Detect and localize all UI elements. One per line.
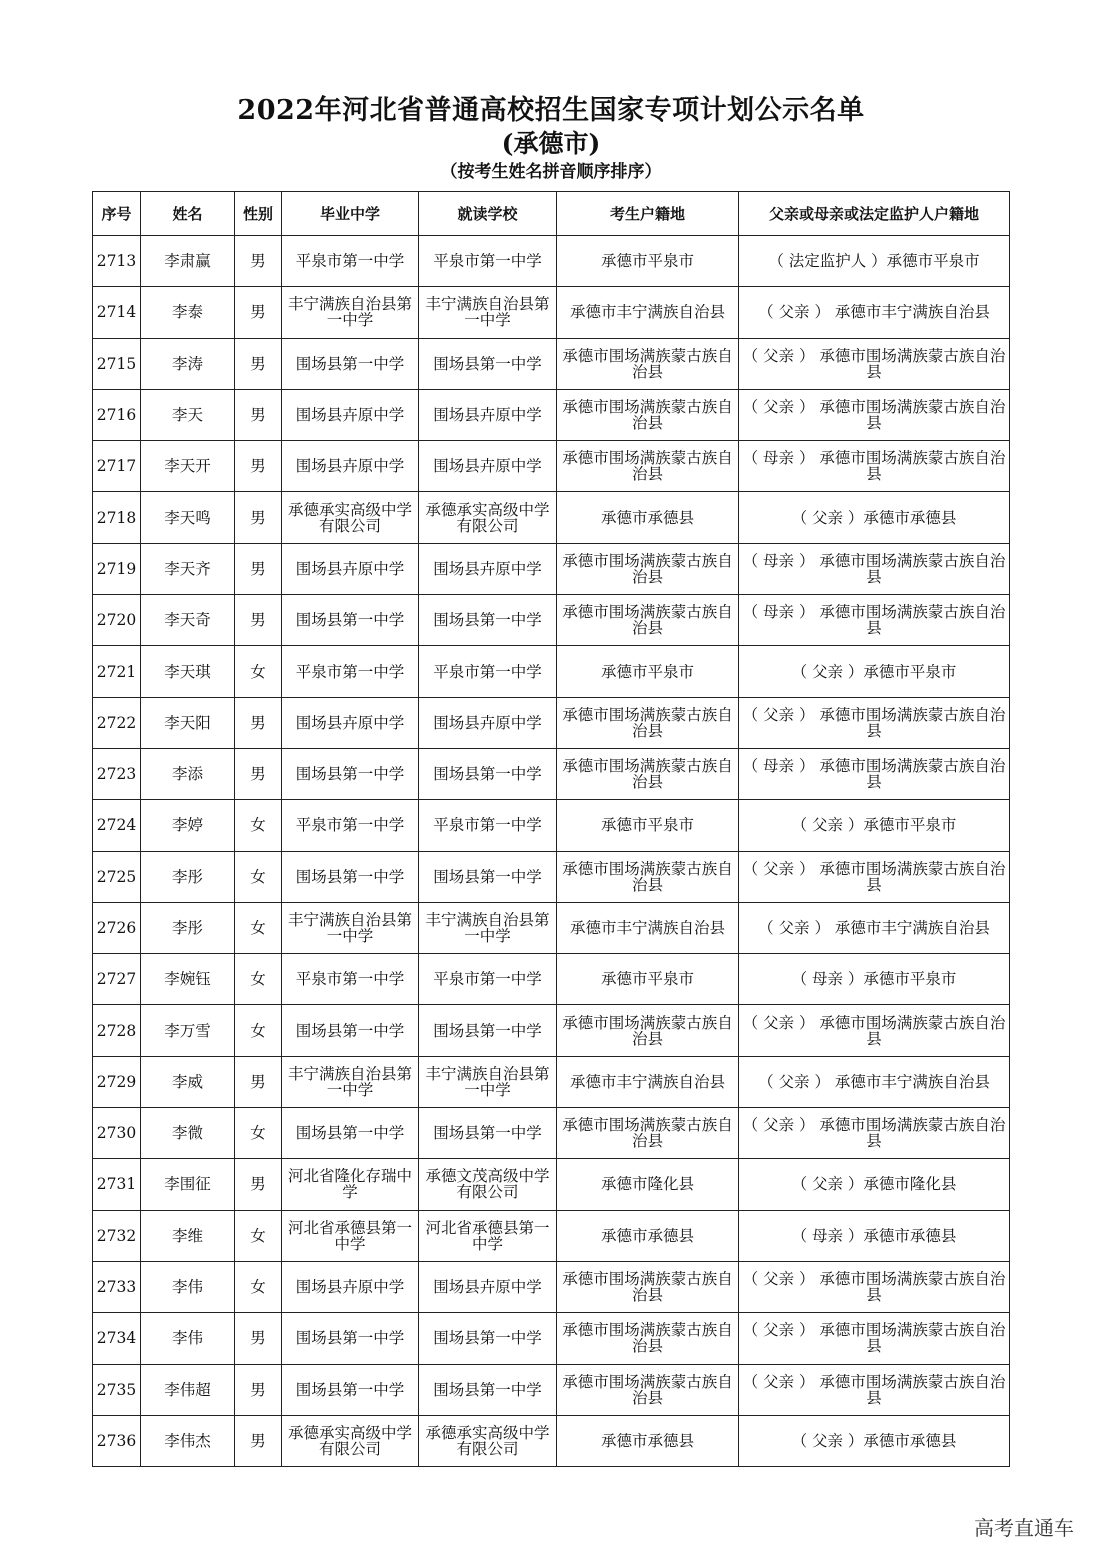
serial-number-cell: 2726 [93, 902, 141, 953]
name-cell: 李天奇 [141, 595, 235, 646]
document-subtitle: (承德市) [501, 129, 601, 158]
document-title: 2022年河北省普通高校招生国家专项计划公示名单 [237, 95, 865, 126]
guardian-hukou-cell: （ 父亲 ） 承德市丰宁满族自治县 [739, 1056, 1010, 1107]
name-cell: 李维 [141, 1210, 235, 1261]
header-cell: 性别 [235, 192, 282, 236]
current-school-cell: 围场县第一中学 [419, 595, 557, 646]
student-hukou-cell: 承德市承德县 [557, 1415, 739, 1466]
graduation-school-cell: 承德承实高级中学有限公司 [282, 492, 419, 543]
graduation-school-cell: 河北省承德县第一中学 [282, 1210, 419, 1261]
name-cell: 李伟 [141, 1313, 235, 1364]
current-school-cell: 丰宁满族自治县第一中学 [419, 1056, 557, 1107]
name-cell: 李天齐 [141, 543, 235, 594]
guardian-hukou-cell: （ 父亲 ） 承德市丰宁满族自治县 [739, 287, 1010, 338]
table-row [93, 441, 1010, 492]
serial-number-cell: 2721 [93, 646, 141, 697]
gender-cell: 男 [235, 1415, 282, 1466]
current-school-cell: 围场县卉原中学 [419, 697, 557, 748]
student-hukou-cell: 承德市围场满族蒙古族自治县 [557, 697, 739, 748]
gender-cell: 男 [235, 543, 282, 594]
gender-cell: 男 [235, 441, 282, 492]
current-school-cell: 承德文茂高级中学有限公司 [419, 1159, 557, 1210]
graduation-school-cell: 围场县卉原中学 [282, 441, 419, 492]
current-school-cell: 围场县卉原中学 [419, 441, 557, 492]
guardian-hukou-cell: （ 父亲 ） 承德市围场满族蒙古族自治县 [739, 1261, 1010, 1312]
graduation-school-cell: 围场县卉原中学 [282, 1261, 419, 1312]
gender-cell: 女 [235, 1005, 282, 1056]
name-cell: 李彤 [141, 902, 235, 953]
student-hukou-cell: 承德市围场满族蒙古族自治县 [557, 1261, 739, 1312]
gender-cell: 男 [235, 236, 282, 287]
table-row [93, 1415, 1010, 1466]
serial-number-cell: 2732 [93, 1210, 141, 1261]
serial-number-cell: 2713 [93, 236, 141, 287]
graduation-school-cell: 平泉市第一中学 [282, 646, 419, 697]
header-cell: 毕业中学 [282, 192, 419, 236]
table-row [93, 800, 1010, 851]
current-school-cell: 围场县卉原中学 [419, 389, 557, 440]
student-hukou-cell: 承德市围场满族蒙古族自治县 [557, 389, 739, 440]
student-hukou-cell: 承德市围场满族蒙古族自治县 [557, 543, 739, 594]
serial-number-cell: 2730 [93, 1108, 141, 1159]
student-hukou-cell: 承德市隆化县 [557, 1159, 739, 1210]
student-hukou-cell: 承德市丰宁满族自治县 [557, 287, 739, 338]
header-cell: 序号 [93, 192, 141, 236]
graduation-school-cell: 围场县第一中学 [282, 595, 419, 646]
name-cell: 李万雪 [141, 1005, 235, 1056]
current-school-cell: 围场县第一中学 [419, 338, 557, 389]
gender-cell: 男 [235, 595, 282, 646]
name-cell: 李添 [141, 748, 235, 799]
current-school-cell: 承德承实高级中学有限公司 [419, 1415, 557, 1466]
serial-number-cell: 2724 [93, 800, 141, 851]
gender-cell: 女 [235, 902, 282, 953]
name-cell: 李微 [141, 1108, 235, 1159]
graduation-school-cell: 围场县第一中学 [282, 1005, 419, 1056]
student-hukou-cell: 承德市平泉市 [557, 646, 739, 697]
name-cell: 李伟超 [141, 1364, 235, 1415]
guardian-hukou-cell: （ 父亲 ） 承德市围场满族蒙古族自治县 [739, 338, 1010, 389]
table-row [93, 1313, 1010, 1364]
guardian-hukou-cell: （ 父亲 ）承德市平泉市 [739, 800, 1010, 851]
name-cell: 李婉钰 [141, 954, 235, 1005]
graduation-school-cell: 围场县第一中学 [282, 851, 419, 902]
guardian-hukou-cell: （ 父亲 ） 承德市丰宁满族自治县 [739, 902, 1010, 953]
current-school-cell: 围场县卉原中学 [419, 1261, 557, 1312]
gender-cell: 女 [235, 1108, 282, 1159]
table-row [93, 954, 1010, 1005]
guardian-hukou-cell: （ 母亲 ） 承德市围场满族蒙古族自治县 [739, 543, 1010, 594]
current-school-cell: 围场县第一中学 [419, 1313, 557, 1364]
student-hukou-cell: 承德市围场满族蒙古族自治县 [557, 1005, 739, 1056]
table-row [93, 646, 1010, 697]
current-school-cell: 平泉市第一中学 [419, 646, 557, 697]
current-school-cell: 承德承实高级中学有限公司 [419, 492, 557, 543]
serial-number-cell: 2736 [93, 1415, 141, 1466]
serial-number-cell: 2727 [93, 954, 141, 1005]
table-header-row [93, 192, 1010, 236]
guardian-hukou-cell: （ 母亲 ）承德市平泉市 [739, 954, 1010, 1005]
gender-cell: 男 [235, 1364, 282, 1415]
current-school-cell: 丰宁满族自治县第一中学 [419, 287, 557, 338]
student-hukou-cell: 承德市围场满族蒙古族自治县 [557, 1364, 739, 1415]
student-hukou-cell: 承德市平泉市 [557, 800, 739, 851]
name-cell: 李涛 [141, 338, 235, 389]
table-row [93, 236, 1010, 287]
current-school-cell: 平泉市第一中学 [419, 236, 557, 287]
student-hukou-cell: 承德市围场满族蒙古族自治县 [557, 595, 739, 646]
graduation-school-cell: 围场县第一中学 [282, 748, 419, 799]
student-hukou-cell: 承德市围场满族蒙古族自治县 [557, 441, 739, 492]
graduation-school-cell: 平泉市第一中学 [282, 236, 419, 287]
student-hukou-cell: 承德市围场满族蒙古族自治县 [557, 748, 739, 799]
serial-number-cell: 2733 [93, 1261, 141, 1312]
header-cell: 姓名 [141, 192, 235, 236]
gender-cell: 女 [235, 1261, 282, 1312]
serial-number-cell: 2719 [93, 543, 141, 594]
gender-cell: 男 [235, 338, 282, 389]
student-hukou-cell: 承德市承德县 [557, 492, 739, 543]
gender-cell: 女 [235, 800, 282, 851]
graduation-school-cell: 围场县卉原中学 [282, 697, 419, 748]
gender-cell: 男 [235, 1313, 282, 1364]
name-cell: 李天鸣 [141, 492, 235, 543]
guardian-hukou-cell: （ 母亲 ） 承德市围场满族蒙古族自治县 [739, 595, 1010, 646]
student-hukou-cell: 承德市丰宁满族自治县 [557, 1056, 739, 1107]
serial-number-cell: 2735 [93, 1364, 141, 1415]
serial-number-cell: 2714 [93, 287, 141, 338]
guardian-hukou-cell: （ 父亲 ） 承德市围场满族蒙古族自治县 [739, 1108, 1010, 1159]
guardian-hukou-cell: （ 法定监护人 ）承德市平泉市 [739, 236, 1010, 287]
student-hukou-cell: 承德市承德县 [557, 1210, 739, 1261]
student-hukou-cell: 承德市平泉市 [557, 236, 739, 287]
guardian-hukou-cell: （ 父亲 ）承德市承德县 [739, 492, 1010, 543]
guardian-hukou-cell: （ 父亲 ） 承德市围场满族蒙古族自治县 [739, 851, 1010, 902]
guardian-hukou-cell: （ 母亲 ） 承德市围场满族蒙古族自治县 [739, 441, 1010, 492]
name-cell: 李天 [141, 389, 235, 440]
current-school-cell: 围场县第一中学 [419, 851, 557, 902]
gender-cell: 男 [235, 748, 282, 799]
name-cell: 李威 [141, 1056, 235, 1107]
roster-body [93, 236, 1010, 1467]
serial-number-cell: 2715 [93, 338, 141, 389]
table-row [93, 338, 1010, 389]
student-hukou-cell: 承德市丰宁满族自治县 [557, 902, 739, 953]
table-row [93, 492, 1010, 543]
header-cell: 父亲或母亲或法定监护人户籍地 [739, 192, 1010, 236]
graduation-school-cell: 平泉市第一中学 [282, 954, 419, 1005]
table-row [93, 1108, 1010, 1159]
serial-number-cell: 2720 [93, 595, 141, 646]
serial-number-cell: 2717 [93, 441, 141, 492]
header-cell: 就读学校 [419, 192, 557, 236]
current-school-cell: 围场县卉原中学 [419, 543, 557, 594]
graduation-school-cell: 围场县第一中学 [282, 1364, 419, 1415]
guardian-hukou-cell: （ 父亲 ）承德市隆化县 [739, 1159, 1010, 1210]
name-cell: 李彤 [141, 851, 235, 902]
current-school-cell: 平泉市第一中学 [419, 954, 557, 1005]
header-cell: 考生户籍地 [557, 192, 739, 236]
guardian-hukou-cell: （ 父亲 ） 承德市围场满族蒙古族自治县 [739, 697, 1010, 748]
graduation-school-cell: 围场县卉原中学 [282, 389, 419, 440]
name-cell: 李围征 [141, 1159, 235, 1210]
guardian-hukou-cell: （ 母亲 ） 承德市围场满族蒙古族自治县 [739, 748, 1010, 799]
graduation-school-cell: 丰宁满族自治县第一中学 [282, 1056, 419, 1107]
graduation-school-cell: 围场县第一中学 [282, 1108, 419, 1159]
student-hukou-cell: 承德市围场满族蒙古族自治县 [557, 851, 739, 902]
gender-cell: 男 [235, 287, 282, 338]
graduation-school-cell: 丰宁满族自治县第一中学 [282, 902, 419, 953]
guardian-hukou-cell: （ 母亲 ）承德市承德县 [739, 1210, 1010, 1261]
table-row [93, 1364, 1010, 1415]
guardian-hukou-cell: （ 父亲 ） 承德市围场满族蒙古族自治县 [739, 1005, 1010, 1056]
roster-table [92, 191, 1010, 1467]
gender-cell: 男 [235, 492, 282, 543]
serial-number-cell: 2734 [93, 1313, 141, 1364]
current-school-cell: 平泉市第一中学 [419, 800, 557, 851]
gender-cell: 女 [235, 1210, 282, 1261]
serial-number-cell: 2728 [93, 1005, 141, 1056]
name-cell: 李天阳 [141, 697, 235, 748]
table-row [93, 1005, 1010, 1056]
guardian-hukou-cell: （ 父亲 ） 承德市围场满族蒙古族自治县 [739, 1364, 1010, 1415]
current-school-cell: 围场县第一中学 [419, 1005, 557, 1056]
table-row [93, 1159, 1010, 1210]
serial-number-cell: 2729 [93, 1056, 141, 1107]
table-row [93, 697, 1010, 748]
gender-cell: 男 [235, 697, 282, 748]
gender-cell: 男 [235, 1056, 282, 1107]
graduation-school-cell: 平泉市第一中学 [282, 800, 419, 851]
current-school-cell: 河北省承德县第一中学 [419, 1210, 557, 1261]
graduation-school-cell: 围场县第一中学 [282, 1313, 419, 1364]
table-row [93, 1261, 1010, 1312]
serial-number-cell: 2718 [93, 492, 141, 543]
name-cell: 李伟杰 [141, 1415, 235, 1466]
name-cell: 李婷 [141, 800, 235, 851]
current-school-cell: 围场县第一中学 [419, 1108, 557, 1159]
gender-cell: 女 [235, 851, 282, 902]
table-row [93, 1210, 1010, 1261]
student-hukou-cell: 承德市围场满族蒙古族自治县 [557, 338, 739, 389]
current-school-cell: 围场县第一中学 [419, 1364, 557, 1415]
serial-number-cell: 2731 [93, 1159, 141, 1210]
gender-cell: 女 [235, 646, 282, 697]
gender-cell: 女 [235, 954, 282, 1005]
gender-cell: 男 [235, 1159, 282, 1210]
serial-number-cell: 2723 [93, 748, 141, 799]
name-cell: 李天琪 [141, 646, 235, 697]
name-cell: 李泰 [141, 287, 235, 338]
name-cell: 李天开 [141, 441, 235, 492]
graduation-school-cell: 围场县第一中学 [282, 338, 419, 389]
guardian-hukou-cell: （ 父亲 ） 承德市围场满族蒙古族自治县 [739, 1313, 1010, 1364]
graduation-school-cell: 围场县卉原中学 [282, 543, 419, 594]
graduation-school-cell: 河北省隆化存瑞中学 [282, 1159, 419, 1210]
table-row [93, 902, 1010, 953]
table-row [93, 389, 1010, 440]
current-school-cell: 围场县第一中学 [419, 748, 557, 799]
watermark-text: 高考直通车 [974, 1516, 1074, 1540]
table-row [93, 851, 1010, 902]
guardian-hukou-cell: （ 父亲 ）承德市平泉市 [739, 646, 1010, 697]
serial-number-cell: 2725 [93, 851, 141, 902]
name-cell: 李伟 [141, 1261, 235, 1312]
table-row [93, 543, 1010, 594]
current-school-cell: 丰宁满族自治县第一中学 [419, 902, 557, 953]
table-row [93, 748, 1010, 799]
graduation-school-cell: 承德承实高级中学有限公司 [282, 1415, 419, 1466]
table-row [93, 1056, 1010, 1107]
student-hukou-cell: 承德市平泉市 [557, 954, 739, 1005]
student-hukou-cell: 承德市围场满族蒙古族自治县 [557, 1313, 739, 1364]
guardian-hukou-cell: （ 父亲 ） 承德市围场满族蒙古族自治县 [739, 389, 1010, 440]
serial-number-cell: 2722 [93, 697, 141, 748]
table-row [93, 287, 1010, 338]
name-cell: 李肃赢 [141, 236, 235, 287]
sort-note: （按考生姓名拼音顺序排序） [440, 162, 662, 182]
gender-cell: 男 [235, 389, 282, 440]
serial-number-cell: 2716 [93, 389, 141, 440]
graduation-school-cell: 丰宁满族自治县第一中学 [282, 287, 419, 338]
student-hukou-cell: 承德市围场满族蒙古族自治县 [557, 1108, 739, 1159]
guardian-hukou-cell: （ 父亲 ）承德市承德县 [739, 1415, 1010, 1466]
table-row [93, 595, 1010, 646]
